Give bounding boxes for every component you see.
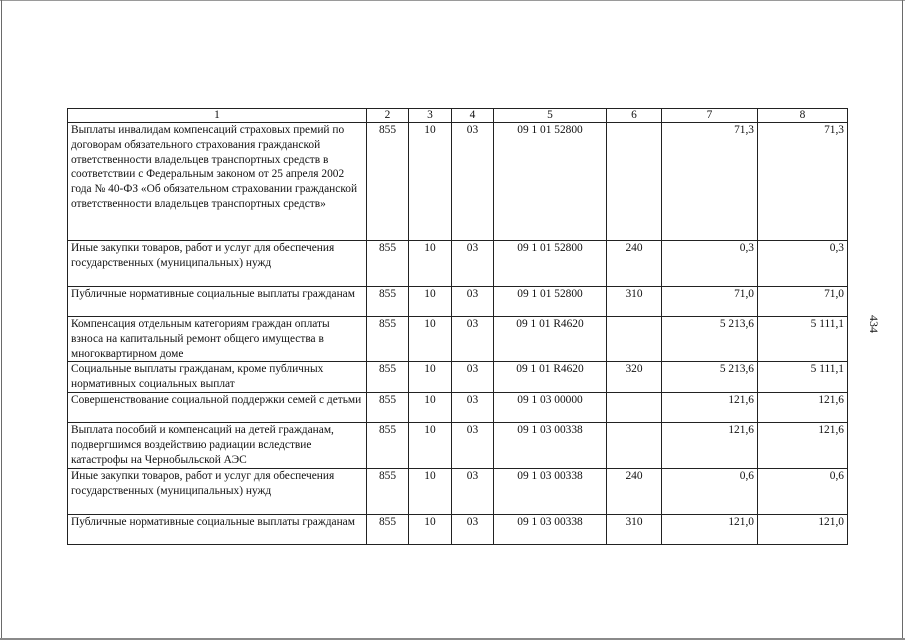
row-amount-8: 0,6 (758, 468, 848, 514)
header-cell-6: 6 (607, 109, 662, 123)
row-expense-type: 310 (607, 287, 662, 317)
row-section: 10 (409, 514, 452, 544)
table-row (68, 241, 848, 287)
row-expense-type: 310 (607, 514, 662, 544)
row-ministry: 855 (367, 392, 409, 422)
row-name: Совершенствование социальной поддержки семей с детьми (68, 392, 367, 422)
row-amount-8: 121,6 (758, 422, 848, 468)
row-subsection: 03 (452, 123, 494, 241)
row-section: 10 (409, 287, 452, 317)
row-target: 09 1 03 00000 (494, 392, 607, 422)
table-row (68, 514, 848, 544)
row-ministry: 855 (367, 468, 409, 514)
row-ministry: 855 (367, 514, 409, 544)
header-cell-2: 2 (367, 109, 409, 123)
row-amount-7: 5 213,6 (662, 362, 758, 393)
row-name: Публичные нормативные социальные выплаты гражданам (68, 514, 367, 544)
row-target: 09 1 03 00338 (494, 422, 607, 468)
row-target: 09 1 03 00338 (494, 468, 607, 514)
row-amount-8: 5 111,1 (758, 362, 848, 393)
row-expense-type: 240 (607, 241, 662, 287)
row-amount-7: 121,0 (662, 514, 758, 544)
row-amount-7: 121,6 (662, 392, 758, 422)
row-amount-8: 121,0 (758, 514, 848, 544)
row-expense-type (607, 123, 662, 241)
row-target: 09 1 01 52800 (494, 123, 607, 241)
row-subsection: 03 (452, 422, 494, 468)
row-subsection: 03 (452, 287, 494, 317)
row-ministry: 855 (367, 317, 409, 362)
header-cell-4: 4 (452, 109, 494, 123)
row-subsection: 03 (452, 362, 494, 393)
row-amount-7: 5 213,6 (662, 317, 758, 362)
row-subsection: 03 (452, 468, 494, 514)
row-section: 10 (409, 123, 452, 241)
row-section: 10 (409, 392, 452, 422)
table-row (68, 287, 848, 317)
table-row (68, 362, 848, 393)
row-target: 09 1 01 52800 (494, 287, 607, 317)
row-amount-8: 121,6 (758, 392, 848, 422)
row-section: 10 (409, 422, 452, 468)
row-expense-type (607, 392, 662, 422)
row-expense-type: 240 (607, 468, 662, 514)
table-row (68, 422, 848, 468)
row-ministry: 855 (367, 362, 409, 393)
row-subsection: 03 (452, 317, 494, 362)
row-name: Компенсация отдельным категориям граждан оплаты взноса на капитальный ремонт общего имущества в многоквартирном доме (68, 317, 367, 362)
budget-table (67, 108, 848, 545)
row-subsection: 03 (452, 392, 494, 422)
row-section: 10 (409, 317, 452, 362)
header-cell-1: 1 (68, 109, 367, 123)
table-row (68, 317, 848, 362)
row-section: 10 (409, 468, 452, 514)
page-number: 434 (867, 315, 881, 333)
table-row (68, 123, 848, 241)
row-name: Выплаты инвалидам компенсаций страховых премий по договорам обязательного страхования гражданской ответственности владельцев транспортных средств в соответствии с Федеральным законом от 25 апреля 2002 года № 40-ФЗ «Об обязательном страховании гражданской ответственности владельцев транспортных средств» (68, 123, 367, 241)
header-cell-3: 3 (409, 109, 452, 123)
header-row (68, 109, 848, 123)
row-ministry: 855 (367, 241, 409, 287)
row-ministry: 855 (367, 422, 409, 468)
header-cell-7: 7 (662, 109, 758, 123)
row-target: 09 1 01 R4620 (494, 362, 607, 393)
table-row (68, 392, 848, 422)
row-name: Выплата пособий и компенсаций на детей гражданам, подвергшимся воздействию радиации вследствие катастрофы на Чернобыльской АЭС (68, 422, 367, 468)
header-cell-5: 5 (494, 109, 607, 123)
row-amount-7: 71,0 (662, 287, 758, 317)
row-name: Публичные нормативные социальные выплаты гражданам (68, 287, 367, 317)
row-expense-type: 320 (607, 362, 662, 393)
row-target: 09 1 01 52800 (494, 241, 607, 287)
row-amount-8: 71,0 (758, 287, 848, 317)
row-name: Социальные выплаты гражданам, кроме публичных нормативных социальных выплат (68, 362, 367, 393)
row-target: 09 1 03 00338 (494, 514, 607, 544)
row-amount-8: 71,3 (758, 123, 848, 241)
row-amount-8: 0,3 (758, 241, 848, 287)
table-row (68, 468, 848, 514)
row-subsection: 03 (452, 241, 494, 287)
row-ministry: 855 (367, 123, 409, 241)
table-body (68, 123, 848, 545)
row-amount-7: 121,6 (662, 422, 758, 468)
table-header (68, 109, 848, 123)
header-cell-8: 8 (758, 109, 848, 123)
row-amount-7: 0,6 (662, 468, 758, 514)
row-expense-type (607, 317, 662, 362)
row-section: 10 (409, 362, 452, 393)
row-expense-type (607, 422, 662, 468)
row-ministry: 855 (367, 287, 409, 317)
row-amount-7: 0,3 (662, 241, 758, 287)
row-amount-8: 5 111,1 (758, 317, 848, 362)
row-name: Иные закупки товаров, работ и услуг для обеспечения государственных (муниципальных) нужд (68, 241, 367, 287)
row-subsection: 03 (452, 514, 494, 544)
row-name: Иные закупки товаров, работ и услуг для обеспечения государственных (муниципальных) нужд (68, 468, 367, 514)
row-amount-7: 71,3 (662, 123, 758, 241)
row-section: 10 (409, 241, 452, 287)
row-target: 09 1 01 R4620 (494, 317, 607, 362)
